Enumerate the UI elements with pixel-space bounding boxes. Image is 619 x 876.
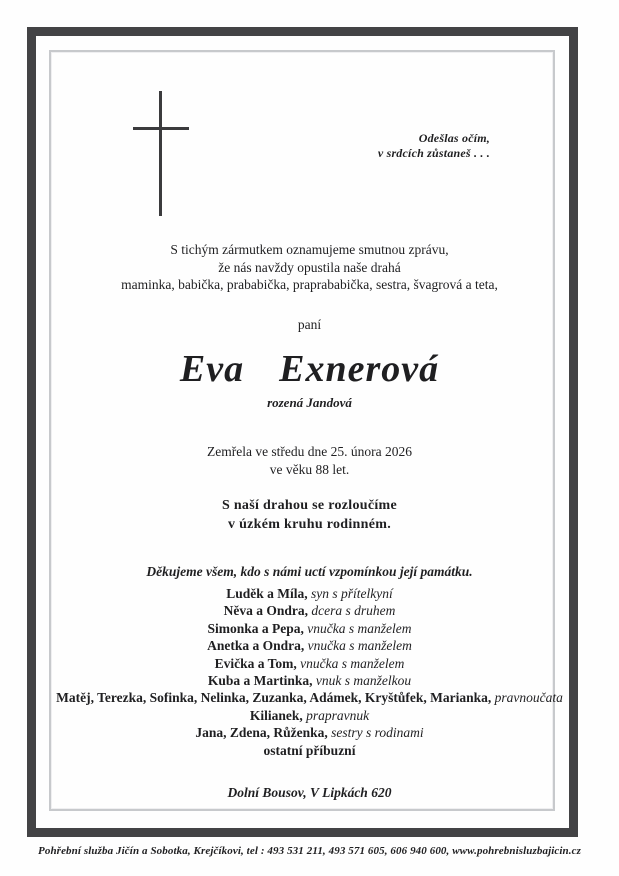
- mourner-names: Anetka a Ondra,: [207, 638, 305, 654]
- mourner-relation: vnučka s manželem: [303, 620, 412, 636]
- mourners-list: [0, 585, 619, 759]
- mourner-relation: sestry s rodinami: [327, 725, 424, 741]
- farewell-line-2: v úzkém kruhu rodinném.: [227, 516, 391, 532]
- cross-horizontal-bar: [133, 127, 189, 130]
- death-date-line: Zemřela ve středu dne 25. února 2026: [206, 444, 413, 459]
- mourner-row: [0, 637, 619, 654]
- mourner-relation: prapravnuk: [302, 707, 370, 723]
- thanks-line: Děkujeme všem, kdo s námi uctí vzpomínkou její památku.: [146, 564, 473, 579]
- motto-line-2: v srdcích zůstaneš . . .: [377, 146, 490, 160]
- mourner-row: [0, 689, 619, 706]
- mourner-names: ostatní příbuzní: [263, 742, 356, 758]
- death-info: [0, 443, 619, 479]
- motto-line-1: Odešlas očím,: [418, 131, 490, 145]
- maiden-name: rozená Jandová: [267, 395, 352, 410]
- mourner-relation: pravnoučata: [491, 690, 563, 706]
- mourner-relation: dcera s druhem: [308, 603, 396, 619]
- mourner-relation: vnučka s manželem: [296, 655, 405, 671]
- mourner-row: [0, 724, 619, 741]
- mourner-names: Něva a Ondra,: [223, 603, 308, 619]
- mourner-row: [0, 742, 619, 759]
- mourner-row: [0, 707, 619, 724]
- mourner-row: [0, 655, 619, 672]
- announcement: [0, 241, 619, 294]
- mourner-relation: syn s přítelkyní: [307, 586, 393, 601]
- mourner-relation: vnučka s manželem: [304, 638, 412, 654]
- announcement-line-2: že nás navždy opustila naše drahá: [218, 259, 401, 275]
- mourner-names: Matěj, Terezka, Sofinka, Nelinka, Zuzanka, Adámek, Kryštůfek, Marianka,: [56, 690, 492, 706]
- mourner-names: Luděk a Míla,: [226, 586, 308, 601]
- mourner-names: Evička a Tom,: [214, 655, 297, 671]
- motto: [378, 131, 490, 161]
- farewell-line-1: S naší drahou se rozloučíme: [221, 498, 398, 513]
- deceased-name: Eva Exnerová: [179, 348, 440, 390]
- announcement-line-3: maminka, babička, prababička, praprababička, sestra, švagrová a teta,: [121, 277, 498, 292]
- mourner-relation: vnuk s manželkou: [312, 673, 412, 689]
- address-line: Dolní Bousov, V Lipkách 620: [227, 785, 392, 800]
- death-age-line: ve věku 88 let.: [269, 462, 350, 477]
- mourner-names: Kuba a Martinka,: [207, 673, 313, 689]
- mourner-row: [0, 620, 619, 637]
- mourner-names: Kilianek,: [249, 707, 303, 723]
- mourner-row: [0, 602, 619, 619]
- farewell: [0, 497, 619, 534]
- announcement-line-1: S tichým zármutkem oznamujeme smutnou zprávu,: [170, 242, 449, 257]
- mourner-row: [0, 672, 619, 689]
- mourner-names: Simonka a Pepa,: [207, 620, 304, 636]
- salutation: paní: [297, 317, 322, 332]
- funeral-service-footer: Pohřební služba Jičín a Sobotka, Krejčíkovi, tel : 493 531 211, 493 571 605, 606 940 600, www.pohrebnisluzbajicin.cz: [38, 845, 581, 857]
- cross-vertical-bar: [159, 91, 162, 216]
- mourner-names: Jana, Zdena, Růženka,: [195, 725, 328, 741]
- mourner-row: [0, 585, 619, 602]
